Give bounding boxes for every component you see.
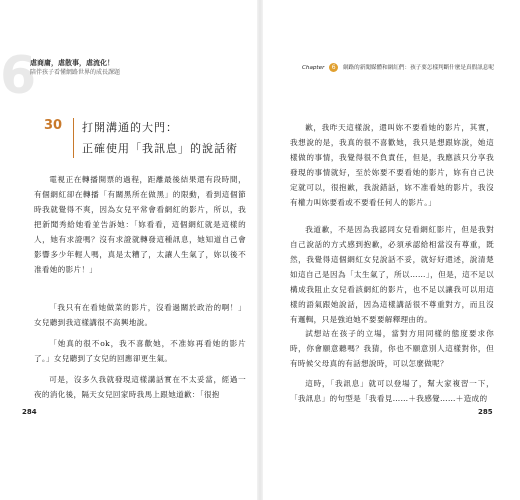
right-paragraph-1: 歉，我昨天這樣說，還叫妳不要看她的影片，其實，我想說的是，我真的很不喜歡她，我只是想跟妳說，她這樣做的事情，我覺得很不負責任，但是，我應該只分享我發現的事情就好，至於妳要不要看她的影片，妳有自己決定就可以，很抱歉，我說錯話，妳不准看她的影片，我沒有權力叫妳要看或不要看任何人的影片。」 [290, 123, 494, 207]
left-paragraph-1: 電視正在轉播開票的過程，距離最後結果還有段時間，有個網紅卻在轉播「有關黑所在做黑」的限動，看到這個節時我就覺得不爽，因為女兒平常會看網紅的影片，所以，我把新聞秀給她看並告訴她：「妳看看，這個網紅就是這樣的人，她有求證嗎？沒有求證就轉發這種訊息，她知道自己會影響多少年輕人嗎，真是太糟了，太讓人生氣了，妳以後不准看她的影片！」 [34, 175, 246, 274]
left-paragraph-2: 「我只有在看她做菜的影片，沒看過關於政治的啊！」女兒聽到我這樣講很不高興地說。 [34, 303, 246, 327]
right-page-number: 285 [478, 408, 493, 416]
section-title-line-1: 打開溝通的大門： [82, 121, 178, 134]
right-paragraph-2: 我道歉，不是因為我認同女兒看網紅影片，但是我對自己說話的方式感到抱歉，必須承認給相當沒有尊重，既然，我覺得這個網紅女兒說話不妥，就好好還述，說清楚如這自己是因為「太生氣了，所以……」，但是，這不足以構成我阻止女兒看該網紅的影片，也不足以讓我可以用這樣的語氣跟她說話，因為這樣講話很不尊重對方，而且沒有邏輯，只是強迫她不要要解釋理由的。 [290, 225, 494, 324]
left-header-subtitle: 陪伴孩子看懂網路世界的成長課題 [30, 69, 121, 76]
right-header-text: 網路的新聞媒體和網紅們：孩子要怎樣判斷什麼是真假訊息呢 [342, 65, 494, 71]
left-page-number: 284 [22, 408, 37, 416]
section-title [82, 117, 252, 159]
left-paragraph-4: 可是，沒多久我就發現這樣講話實在不太妥當，經過一夜的消化後，隔天女兒回家時我馬上跟她道歉：「很抱 [34, 375, 246, 399]
right-running-header [302, 62, 512, 74]
chapter-badge: 6 [329, 63, 338, 72]
chapter-number-watermark: 6 [0, 46, 37, 106]
section-divider [73, 118, 74, 158]
right-paragraph-3: 試想站在孩子的立場，當對方用同樣的態度要求你時，你會願意聽嗎？我猜，你也不願意別人這樣對你，但有時候父母真的有話想說時，可以怎麼做呢？ [290, 329, 494, 368]
left-paragraph-3: 「她真的很不ok，我不喜歡她，不准妳再看她的影片了。」女兒聽到了女兒的回應卻更生氣。 [34, 339, 246, 363]
section-title-line-2: 正確使用「我訊息」的說話術 [82, 142, 238, 155]
left-header-title: 虐商庸，虐散事，虐流化！ [30, 59, 114, 67]
section-number: 30 [44, 118, 63, 133]
left-running-header [30, 58, 170, 78]
right-header-chapter: Chapter [302, 65, 325, 71]
right-paragraph-4: 這時，「我訊息」就可以登場了，幫大家複習一下，「我訊息」的句型是「我看見……＋我感覺……＋造成的 [290, 379, 494, 403]
